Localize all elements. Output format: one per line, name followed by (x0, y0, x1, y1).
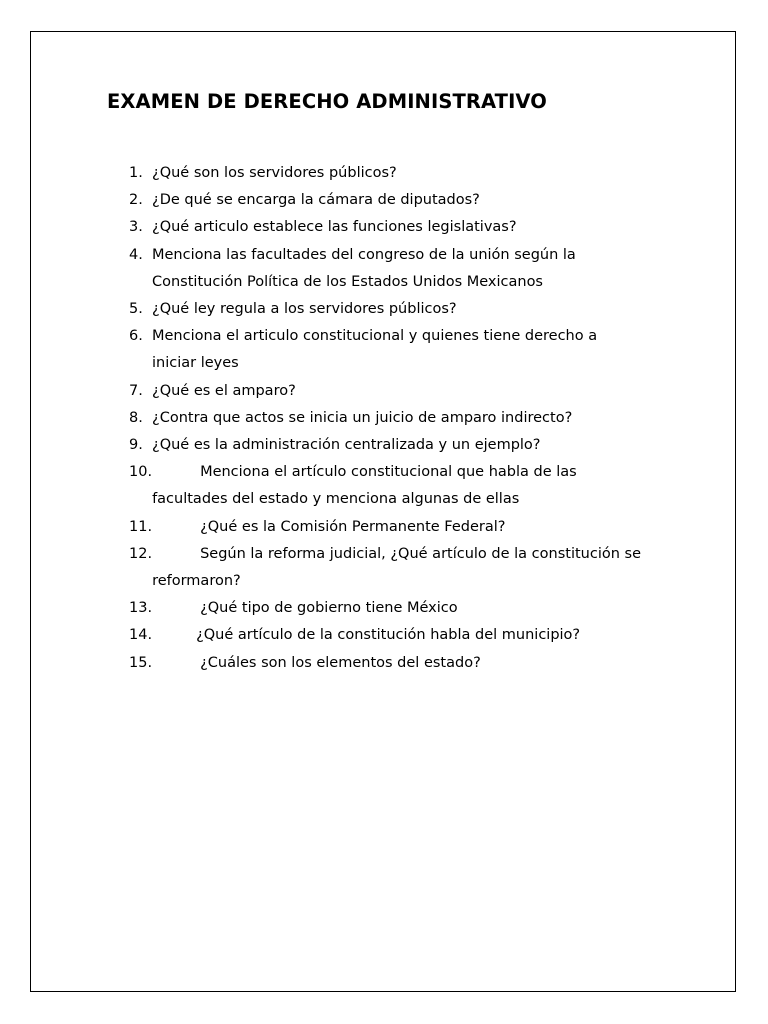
question-number: 5. (129, 301, 143, 318)
question-text: Menciona el articulo constitucional y quienes tiene derecho a iniciar leyes (152, 328, 598, 372)
question-item (129, 323, 689, 377)
question-text: ¿Contra que actos se inicia un juicio de amparo indirecto? (152, 409, 573, 426)
question-number: 15. (129, 654, 153, 671)
question-item (129, 242, 689, 296)
question-number: 1. (129, 165, 143, 181)
question-text: ¿De qué se encarga la cámara de diputados? (152, 192, 480, 209)
question-text: Menciona las facultades del congreso de la unión según la Constitución Política de los Estados Unidos Mexicanos (152, 246, 576, 290)
question-item (129, 160, 689, 187)
question-number: 4. (129, 246, 143, 263)
question-item (129, 405, 689, 432)
question-item (129, 187, 689, 214)
question-item (129, 296, 689, 323)
question-text: ¿Qué ley regula a los servidores públicos? (152, 301, 457, 318)
question-list (129, 160, 689, 677)
question-item (129, 378, 689, 405)
document-title: EXAMEN DE DERECHO ADMINISTRATIVO (107, 90, 547, 113)
question-text: Según la reforma judicial, ¿Qué artículo de la constitución se reformaron? (152, 545, 641, 590)
question-item (129, 595, 689, 622)
question-text: ¿Qué articulo establece las funciones legislativas? (152, 219, 517, 236)
document-page (30, 31, 736, 992)
question-number: 9. (129, 437, 143, 454)
question-number: 3. (129, 219, 143, 236)
question-text: ¿Qué es la Comisión Permanente Federal? (200, 518, 506, 535)
question-text: ¿Cuáles son los elementos del estado? (200, 654, 481, 671)
question-number: 10. (129, 464, 153, 481)
question-item (129, 432, 689, 459)
question-number: 11. (129, 518, 153, 535)
question-item (129, 650, 689, 677)
question-item (129, 514, 689, 541)
question-text: ¿Qué es el amparo? (152, 382, 296, 399)
question-item (129, 214, 689, 241)
question-number: 7. (129, 382, 143, 399)
question-number: 2. (129, 192, 143, 209)
question-item (129, 541, 689, 595)
question-text: ¿Qué es la administración centralizada y un ejemplo? (152, 437, 541, 454)
question-number: 6. (129, 328, 143, 345)
question-number: 14. (129, 627, 153, 644)
question-item (129, 459, 689, 513)
question-text: ¿Qué artículo de la constitución habla del municipio? (196, 627, 581, 644)
question-number: 8. (129, 409, 143, 426)
question-text: ¿Qué tipo de gobierno tiene México (200, 600, 458, 617)
question-text: Menciona el artículo constitucional que habla de las facultades del estado y menciona algunas de ellas (152, 464, 577, 508)
question-text: ¿Qué son los servidores públicos? (152, 165, 397, 181)
question-number: 13. (129, 600, 153, 617)
question-number: 12. (129, 545, 153, 562)
question-item (129, 622, 689, 649)
